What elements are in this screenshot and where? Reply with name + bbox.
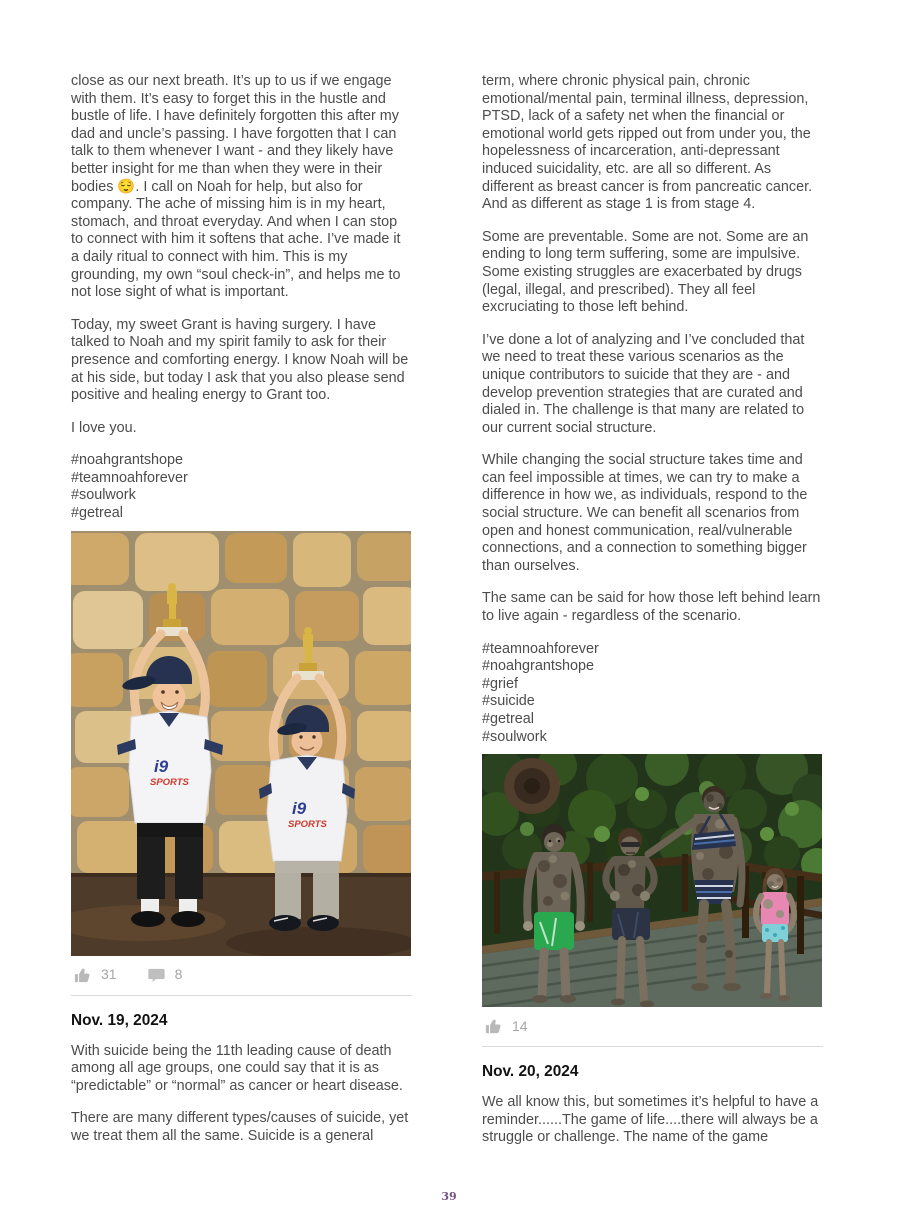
- body-paragraph: I love you.: [71, 419, 137, 436]
- page-number: 39: [441, 1190, 457, 1203]
- body-paragraph: Today, my sweet Grant is having surgery. I have talked to Noah and my spirit family to ask for their presence and comforting energy. I know Noah will be at his side, but today I ask that you also please send positive and healing energy to Grant too.: [71, 316, 409, 404]
- post-photo-family-mud: [482, 754, 822, 1007]
- body-paragraph: Some are preventable. Some are not. Some are an ending to long term suffering, some are impulsive. Some existing struggles are exacerbated by drugs (legal, illegal, and prescribed). They all feel excruciating to those left behind.: [482, 228, 809, 316]
- hashtag: #suicide: [482, 693, 535, 710]
- hashtag-block: [482, 641, 823, 747]
- comment-count: 8: [174, 966, 183, 983]
- body-paragraph: I’ve done a lot of analyzing and I’ve concluded that we need to treat these various scenarios as the unique contributors to suicide that they are - and develop prevention strategies that are curated and dialed in. The challenge is that many are related to our current social structure.: [482, 331, 805, 436]
- body-paragraph: We all know this, but sometimes it’s helpful to have a reminder......The game of life....there will always be a struggle or challenge. The name of the game: [482, 1094, 819, 1146]
- thumbs-up-icon: [73, 966, 92, 985]
- hashtag: #grief: [482, 675, 518, 692]
- comment-icon: [147, 966, 166, 985]
- body-paragraph: The same can be said for how those left behind learn to live again - regardless of the scenario.: [482, 590, 821, 625]
- post-divider: [71, 995, 412, 996]
- right-column: [482, 73, 823, 1162]
- svg-text:SPORTS: SPORTS: [288, 818, 327, 830]
- body-paragraph: There are many different types/causes of suicide, yet we treat them all the same. Suicide is a general: [71, 1110, 409, 1145]
- body-paragraph: term, where chronic physical pain, chronic emotional/mental pain, terminal illness, depression, PTSD, lack of a safety net when the financial or emotional world gets ripped out from under you, the hopelessness of incarceration, anti-depressant induced suicidality, etc. are all so different. As different as breast cancer is from pancreatic cancer. And as different as stage 1 is from stage 4.: [482, 73, 813, 213]
- svg-text:SPORTS: SPORTS: [150, 776, 189, 788]
- post-stats: [482, 1017, 823, 1036]
- post-date-heading: Nov. 20, 2024: [482, 1063, 579, 1081]
- hashtag: #teamnoahforever: [482, 640, 599, 657]
- hashtag: #soulwork: [71, 487, 136, 504]
- post-date-heading: Nov. 19, 2024: [71, 1011, 168, 1029]
- body-paragraph: While changing the social structure takes time and can feel impossible at times, we can try to make a difference in how we, as individuals, respond to the social structure. We can benefit all scenarios from open and honest communication, real/vulnerable connections, and a connection to something bigger than ourselves.: [482, 452, 808, 574]
- hashtag: #getreal: [482, 711, 535, 727]
- post-stats: [71, 966, 412, 985]
- post-divider: [482, 1046, 823, 1047]
- body-paragraph: With suicide being the 11th leading cause of death among all age groups, one could say that it is as “predictable” or “normal” as cancer or heart disease.: [71, 1042, 403, 1094]
- left-column: [71, 73, 412, 1161]
- post-photo-boys-trophies: [71, 531, 411, 956]
- hashtag: #noahgrantshope: [482, 658, 595, 675]
- hashtag-block: [71, 452, 412, 522]
- like-count: 31: [101, 966, 117, 983]
- svg-text:i9: i9: [154, 756, 169, 776]
- hashtag: #getreal: [71, 505, 124, 522]
- hashtag: #teamnoahforever: [71, 469, 188, 486]
- thumbs-up-icon: [484, 1017, 503, 1036]
- hashtag: #noahgrantshope: [71, 452, 184, 469]
- hashtag: #soulwork: [482, 728, 547, 745]
- svg-text:i9: i9: [292, 798, 307, 818]
- like-count: 14: [512, 1017, 528, 1034]
- body-paragraph: close as our next breath. It’s up to us if we engage with them. It’s easy to forget this in the hustle and bustle of life. I have definitely forgotten this after my dad and uncle’s passing. I have forgotten that I can talk to them whenever I want - and they likely have better insight for me than when they were in their bodies 😌. I call on Noah for help, but also for company. The ache of missing him is in my heart, stomach, and throat everyday. And when I can stop to connect with him it softens that ache. I’ve made it a daily ritual to connect with him. This is my grounding, my own “soul check-in”, and helps me to not lose sight of what is important.: [71, 73, 401, 301]
